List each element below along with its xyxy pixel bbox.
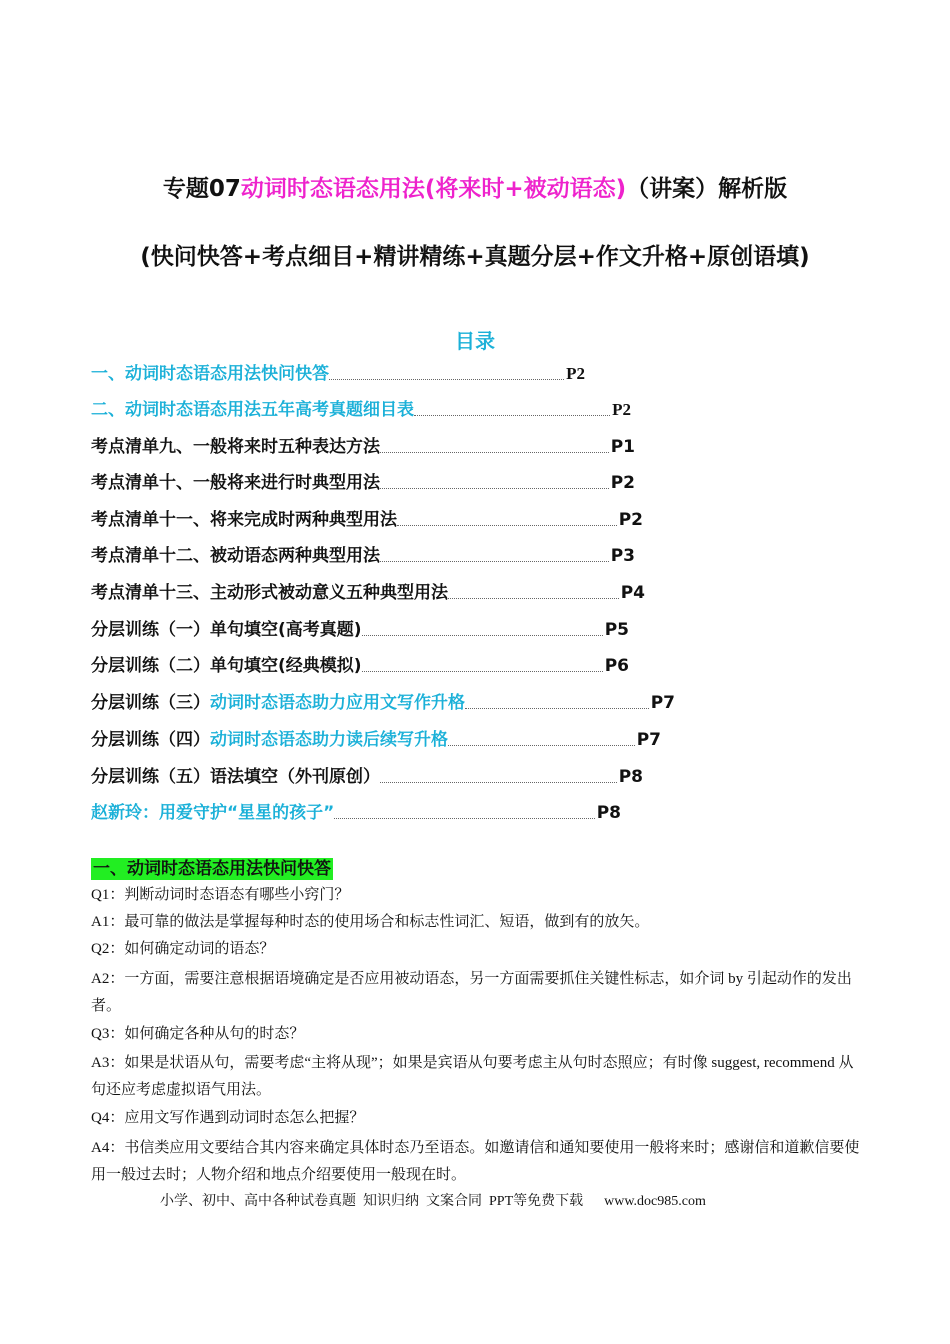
toc-item-page: P3 <box>610 546 635 566</box>
qa-answer: A4：书信类应用文要结合其内容来确定具体时态乃至语态。如邀请信和通知要使用一般将来时；感谢信和道歉信要使用一般过去时；人物介绍和地点介绍要使用一般现在时。 <box>91 1140 860 1183</box>
toc-item-page: P8 <box>596 803 621 823</box>
toc-item-page: P4 <box>620 583 645 603</box>
toc-leader-dots <box>380 560 609 562</box>
toc-item-page: P2 <box>612 400 631 419</box>
toc-item-page: P6 <box>604 656 629 676</box>
toc-item[interactable] <box>91 467 635 493</box>
toc-item-page: P2 <box>610 473 635 493</box>
toc-leader-dots <box>397 524 617 526</box>
toc-item[interactable] <box>91 394 631 420</box>
toc-item[interactable] <box>91 540 635 566</box>
title-prefix: 专题07 <box>162 176 241 202</box>
qa-answer: A3：如果是状语从句，需要考虑“主将从现”；如果是宾语从句要考虑主从句时态照应；有时像 suggest, recommend 从句还应考虑虚拟语气用法。 <box>91 1055 854 1098</box>
toc-item-page: P2 <box>566 364 585 383</box>
toc-heading: 目录 <box>455 329 495 353</box>
toc-leader-dots <box>380 781 617 783</box>
toc-item-label: 动词时态语态助力读后续写升格 <box>210 730 448 750</box>
toc-item-label: 考点清单九、一般将来时五种表达方法 <box>91 437 380 457</box>
toc-leader-dots <box>380 451 609 453</box>
toc-item-label: 一、动词时态语态用法快问快答 <box>91 364 329 384</box>
toc-item-page: P1 <box>610 437 635 457</box>
toc-leader-dots <box>329 378 564 380</box>
toc-item[interactable] <box>91 577 645 603</box>
section-heading: 一、动词时态语态用法快问快答 <box>93 859 331 879</box>
qa-answer: A1：最可靠的做法是掌握每种时态的使用场合和标志性词汇、短语，做到有的放矢。 <box>91 914 650 930</box>
toc-item-prefix: 分层训练（四） <box>91 730 210 750</box>
toc-item[interactable] <box>91 431 635 457</box>
toc-item-label: 分层训练（五）语法填空（外刊原创） <box>91 767 380 787</box>
toc-item[interactable] <box>91 650 629 676</box>
toc-leader-dots <box>448 597 619 599</box>
toc-leader-dots <box>334 817 594 819</box>
toc-leader-dots <box>380 487 609 489</box>
toc-item-label: 动词时态语态助力应用文写作升格 <box>210 693 465 713</box>
page-footer: 小学、初中、高中各种试卷真题 知识归纳 文案合同 PPT等免费下载 www.doc985.com <box>160 1194 706 1209</box>
toc-item[interactable] <box>91 614 629 640</box>
title-highlight: 动词时态语态用法(将来时+被动语态) <box>240 176 627 202</box>
toc-item-page: P2 <box>618 510 643 530</box>
toc-leader-dots <box>362 670 603 672</box>
toc-item[interactable] <box>91 687 675 713</box>
toc-leader-dots <box>448 744 635 746</box>
toc-item-label: 考点清单十二、被动语态两种典型用法 <box>91 546 380 566</box>
toc-item-page: P5 <box>604 620 629 640</box>
toc-item[interactable] <box>91 797 621 823</box>
toc-item-page: P7 <box>636 730 661 750</box>
qa-question: Q3：如何确定各种从句的时态？ <box>91 1026 305 1042</box>
toc-item[interactable] <box>91 724 661 750</box>
toc-item-label: 考点清单十一、将来完成时两种典型用法 <box>91 510 397 530</box>
toc-item-label: 考点清单十、一般将来进行时典型用法 <box>91 473 380 493</box>
toc-item-label: 赵新玲：用爱守护“星星的孩子” <box>91 803 335 823</box>
toc-item-page: P7 <box>650 693 675 713</box>
document-subtitle: (快问快答+考点细目+精讲精练+真题分层+作文升格+原创语填) <box>140 244 810 270</box>
qa-question: Q1：判断动词时态语态有哪些小窍门？ <box>91 887 350 903</box>
toc-item[interactable] <box>91 761 643 787</box>
toc-leader-dots <box>362 634 603 636</box>
toc-leader-dots <box>414 414 610 416</box>
toc-item-prefix: 分层训练（三） <box>91 693 210 713</box>
qa-question: Q4：应用文写作遇到动词时态怎么把握？ <box>91 1110 365 1126</box>
toc-item-label: 分层训练（一）单句填空(高考真题) <box>91 620 362 640</box>
toc-item[interactable] <box>91 504 643 530</box>
toc-item[interactable] <box>91 358 585 384</box>
toc-item-label: 分层训练（二）单句填空(经典模拟) <box>91 656 362 676</box>
toc-leader-dots <box>465 707 649 709</box>
toc-item-page: P8 <box>618 767 643 787</box>
qa-answer: A2：一方面，需要注意根据语境确定是否应用被动语态，另一方面需要抓住关键性标志，如介词 by 引起动作的发出者。 <box>91 971 852 1014</box>
title-suffix: （讲案）解析版 <box>626 176 788 202</box>
toc-item-label: 二、动词时态语态用法五年高考真题细目表 <box>91 400 414 420</box>
toc-item-label: 考点清单十三、主动形式被动意义五种典型用法 <box>91 583 448 603</box>
qa-question: Q2：如何确定动词的语态？ <box>91 941 275 957</box>
document-title <box>0 170 950 203</box>
